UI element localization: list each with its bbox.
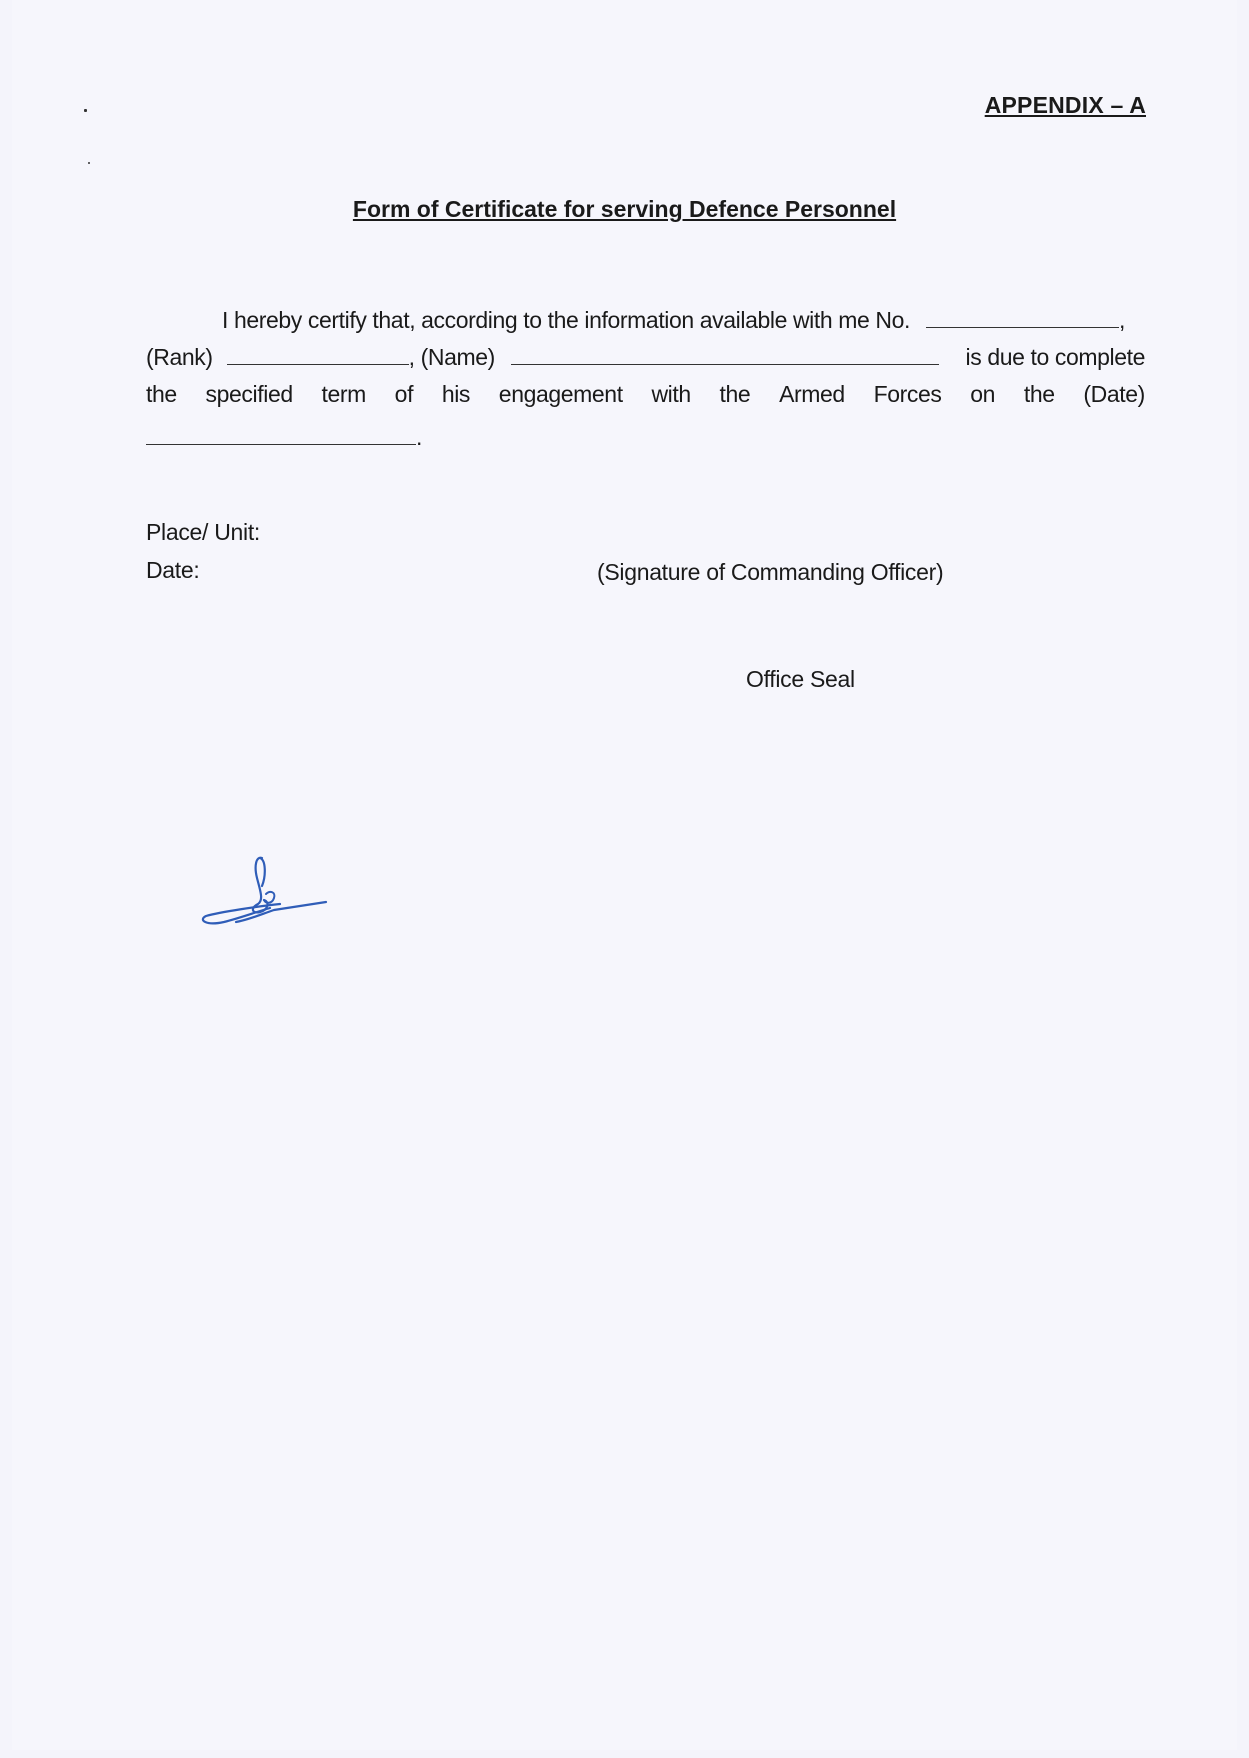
office-seal-label: Office Seal (746, 666, 855, 692)
scan-speck (84, 109, 87, 112)
word: the (719, 381, 751, 407)
scan-speck (88, 162, 90, 164)
due-text: is due to complete (965, 344, 1145, 370)
word: engagement (498, 381, 623, 407)
certificate-line-3 (146, 376, 1145, 413)
certificate-intro-text: I hereby certify that, according to the information available with me No. (222, 307, 910, 333)
certificate-line-1 (146, 302, 1145, 339)
word: Armed (779, 381, 845, 407)
date-label: Date: (146, 557, 200, 583)
word: his (441, 381, 471, 407)
comma: , (1119, 307, 1125, 333)
name-field[interactable] (511, 342, 939, 365)
name-label: , (Name) (408, 344, 495, 370)
service-number-field[interactable] (926, 305, 1119, 328)
word: Forces (873, 381, 942, 407)
word: with (651, 381, 691, 407)
document-page (12, 0, 1237, 1750)
signature-caption: (Signature of Commanding Officer) (597, 559, 944, 585)
certificate-paragraph (146, 302, 1145, 456)
handwritten-signature-icon (200, 852, 330, 942)
word: of (394, 381, 414, 407)
page-title: Form of Certificate for serving Defence Personnel (352, 196, 897, 222)
date-label: (Date) (1083, 381, 1145, 407)
word: specified (205, 381, 293, 407)
appendix-heading: APPENDIX – A (984, 92, 1146, 118)
signature-image (200, 852, 330, 947)
place-unit-label: Place/ Unit: (146, 519, 261, 545)
word: the (1023, 381, 1055, 407)
rank-label: (Rank) (146, 344, 213, 370)
word: on (970, 381, 996, 407)
word: term (321, 381, 366, 407)
word: the (146, 381, 177, 407)
certificate-line-2 (146, 339, 1145, 376)
date-field[interactable] (146, 422, 416, 445)
period: . (416, 424, 422, 450)
rank-field[interactable] (227, 342, 409, 365)
certificate-line-4 (146, 419, 1145, 456)
